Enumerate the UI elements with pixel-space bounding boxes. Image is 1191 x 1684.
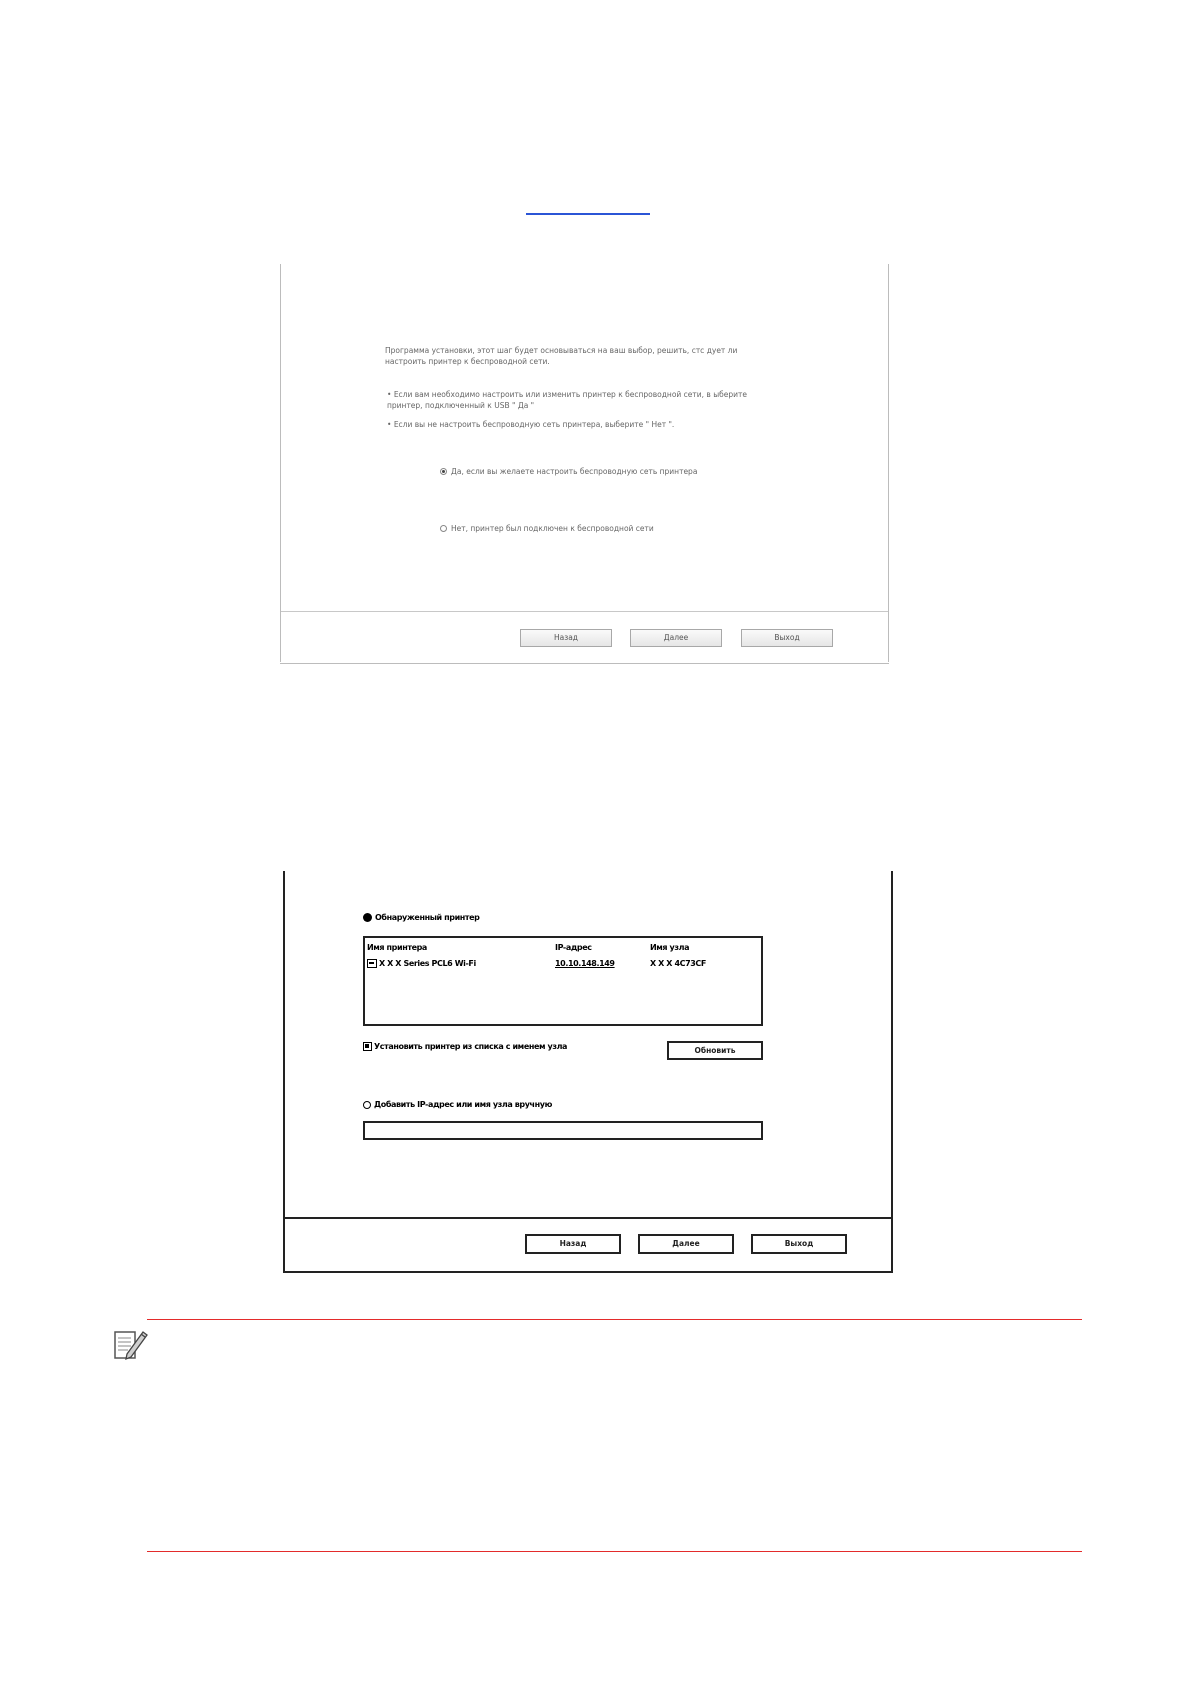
printer-icon [367, 959, 377, 968]
setup-prompt-text: Программа установки, этот шаг будет основываться на ваш выбор, решить, стс дует ли настроить принтер к беспроводной сети. [385, 346, 738, 366]
next-button[interactable]: Далее [638, 1234, 734, 1254]
ip-or-host-input[interactable] [363, 1121, 763, 1140]
button-bar-divider [285, 1217, 891, 1219]
install-by-host-label: Установить принтер из списка с именем узла [374, 1042, 568, 1051]
back-button[interactable]: Назад [520, 629, 612, 647]
found-printer-radio[interactable] [363, 913, 372, 922]
manual-add-radio[interactable] [363, 1101, 371, 1109]
dialog-left-border [280, 264, 281, 662]
printer-row-name[interactable] [367, 959, 476, 968]
dialog-right-border [888, 264, 889, 662]
option-yes-row[interactable] [440, 466, 697, 477]
col-header-ip: IP-адрес [555, 943, 592, 952]
found-printer-label: Обнаруженный принтер [375, 913, 480, 922]
manual-add-option[interactable] [363, 1100, 552, 1109]
refresh-button[interactable]: Обновить [667, 1041, 763, 1060]
dialog-right-border [891, 871, 893, 1271]
option-no-label: Нет, принтер был подключен к беспроводной сети [451, 524, 654, 533]
exit-button[interactable]: Выход [741, 629, 833, 647]
col-header-printer-name: Имя принтера [367, 943, 427, 952]
bullet-yes-label: Если вам необходимо настроить или изменить принтер к беспроводной сети, в ыберите принтер, подключенный к USB " Да " [387, 390, 748, 410]
bullet-yes-text: • Если вам необходимо настроить или изменить принтер к беспроводной сети, в ыберите принтер, подключенный к USB " Да " [387, 390, 748, 410]
note-bottom-rule [147, 1551, 1082, 1552]
back-button[interactable]: Назад [525, 1234, 621, 1254]
printer-discovery-dialog [283, 871, 893, 1273]
option-no-row[interactable] [440, 523, 654, 534]
printer-row-host: X X X 4C73CF [650, 959, 706, 968]
install-by-host-option[interactable] [363, 1042, 567, 1051]
found-printer-option[interactable] [363, 913, 480, 922]
hyperlink-underline[interactable] [526, 213, 650, 215]
option-yes-radio[interactable] [440, 468, 447, 475]
wireless-setup-dialog [280, 264, 889, 664]
note-pencil-icon [113, 1328, 149, 1362]
manual-add-label: Добавить IP-адрес или имя узла вручную [374, 1100, 552, 1109]
exit-button[interactable]: Выход [751, 1234, 847, 1254]
note-top-rule [147, 1319, 1082, 1320]
dialog-bottom-border [280, 663, 889, 664]
dialog-bottom-border [283, 1271, 893, 1273]
next-button[interactable]: Далее [630, 629, 722, 647]
bullet-no-label: Если вы не настроить беспроводную сеть принтера, выберите " Нет ". [393, 420, 675, 429]
option-no-radio[interactable] [440, 525, 447, 532]
col-header-host: Имя узла [650, 943, 690, 952]
printer-row-name-text: X X X Series PCL6 Wi-Fi [379, 959, 476, 968]
install-by-host-checkbox[interactable] [363, 1042, 372, 1051]
bullet-no-text: • Если вы не настроить беспроводную сеть принтера, выберите " Нет ". [387, 420, 675, 429]
option-yes-label: Да, если вы желаете настроить беспроводную сеть принтера [451, 467, 698, 476]
button-bar-divider [281, 611, 888, 612]
printer-row-ip[interactable]: 10.10.148.149 [555, 959, 615, 968]
dialog-left-border [283, 871, 285, 1271]
